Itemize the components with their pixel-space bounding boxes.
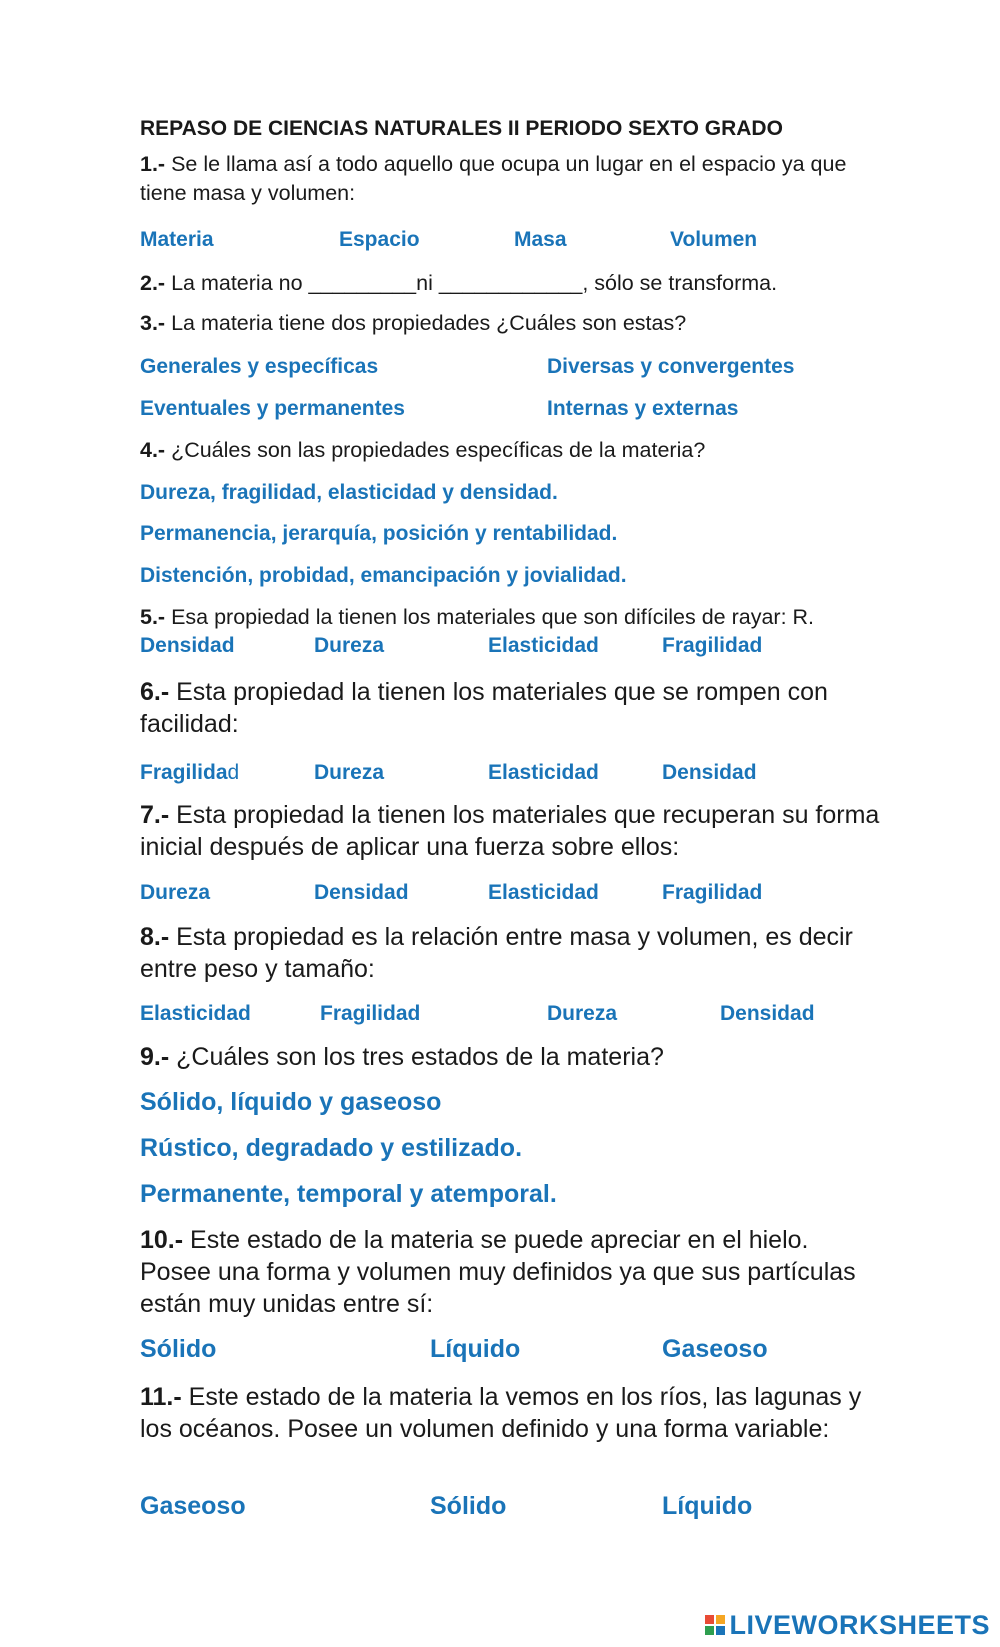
option-dureza[interactable]: Dureza <box>314 761 385 784</box>
option-dureza[interactable]: Dureza <box>314 634 385 657</box>
option-gaseoso[interactable]: Gaseoso <box>662 1335 768 1363</box>
question-11 <box>140 1381 880 1445</box>
question-text: Esta propiedad la tienen los materiales que se rompen con facilidad: <box>140 678 828 738</box>
option-fragilidad[interactable]: Fragilidad <box>662 881 763 904</box>
option-densidad[interactable]: Densidad <box>720 1002 815 1025</box>
option-gaseoso[interactable]: Gaseoso <box>140 1492 246 1520</box>
option-text-tail: d <box>227 761 240 784</box>
question-4 <box>140 436 880 465</box>
option-densidad[interactable]: Densidad <box>140 634 235 657</box>
question-number: 8.- <box>140 923 170 951</box>
option-liquido[interactable]: Líquido <box>662 1492 753 1520</box>
question-number: 3.- <box>140 311 166 335</box>
question-3 <box>140 309 880 338</box>
question-text: La materia no _________ni ____________, sólo se transforma. <box>165 271 778 295</box>
question-text: Esta propiedad la tienen los materiales que recuperan su forma inicial después de aplicar una fuerza sobre ellos: <box>140 801 880 861</box>
liveworksheets-logo[interactable] <box>705 1610 990 1640</box>
logo-text: LIVEWORKSHEETS <box>729 1609 990 1640</box>
option-dureza[interactable]: Dureza <box>547 1002 618 1025</box>
question-text: Esa propiedad la tienen los materiales que son difíciles de rayar: R. <box>165 605 815 629</box>
question-9 <box>140 1041 880 1073</box>
option-rustico[interactable]: Rústico, degradado y estilizado. <box>140 1134 523 1162</box>
option-solido[interactable]: Sólido <box>140 1335 217 1363</box>
question-number: 10.- <box>140 1226 184 1254</box>
question-number: 5.- <box>140 605 166 629</box>
question-1 <box>140 150 880 208</box>
question-6 <box>140 676 880 740</box>
option-eventuales[interactable]: Eventuales y permanentes <box>140 397 405 420</box>
question-text: ¿Cuáles son los tres estados de la materia? <box>169 1043 664 1071</box>
option-diversas[interactable]: Diversas y convergentes <box>547 355 795 378</box>
option-espacio[interactable]: Espacio <box>339 228 420 251</box>
option-fragilidad[interactable] <box>140 761 239 785</box>
option-materia[interactable]: Materia <box>140 228 214 251</box>
option-densidad[interactable]: Densidad <box>314 881 409 904</box>
option-distencion[interactable]: Distención, probidad, emancipación y jovialidad. <box>140 564 627 587</box>
option-text: Fragilida <box>140 761 228 784</box>
option-elasticidad[interactable]: Elasticidad <box>488 761 599 784</box>
question-2 <box>140 269 880 298</box>
option-solido-liquido-gaseoso[interactable]: Sólido, líquido y gaseoso <box>140 1088 442 1116</box>
option-dureza-fragilidad[interactable]: Dureza, fragilidad, elasticidad y densidad. <box>140 481 558 504</box>
question-number: 2.- <box>140 271 166 295</box>
question-text: La materia tiene dos propiedades ¿Cuáles son estas? <box>165 311 687 335</box>
option-internas[interactable]: Internas y externas <box>547 397 739 420</box>
option-elasticidad[interactable]: Elasticidad <box>488 881 599 904</box>
question-text: Este estado de la materia la vemos en los ríos, las lagunas y los océanos. Posee un volumen definido y una forma variable: <box>140 1383 862 1443</box>
option-densidad[interactable]: Densidad <box>662 761 757 784</box>
option-volumen[interactable]: Volumen <box>670 228 758 251</box>
question-text: Este estado de la materia se puede apreciar en el hielo. Posee una forma y volumen muy definidos ya que sus partículas están muy unidas entre sí: <box>140 1226 856 1318</box>
option-solido[interactable]: Sólido <box>430 1492 507 1520</box>
question-number: 7.- <box>140 801 170 829</box>
question-text: Se le llama así a todo aquello que ocupa un lugar en el espacio ya que tiene masa y volumen: <box>140 152 847 205</box>
question-number: 11.- <box>140 1383 182 1411</box>
option-fragilidad[interactable]: Fragilidad <box>662 634 763 657</box>
question-number: 9.- <box>140 1043 170 1071</box>
option-permanente[interactable]: Permanente, temporal y atemporal. <box>140 1180 557 1208</box>
option-masa[interactable]: Masa <box>514 228 567 251</box>
option-fragilidad[interactable]: Fragilidad <box>320 1002 421 1025</box>
question-7 <box>140 799 880 863</box>
option-dureza[interactable]: Dureza <box>140 881 211 904</box>
question-number: 1.- <box>140 152 166 176</box>
option-elasticidad[interactable]: Elasticidad <box>488 634 599 657</box>
option-liquido[interactable]: Líquido <box>430 1335 521 1363</box>
question-8 <box>140 921 880 985</box>
option-permanencia[interactable]: Permanencia, jerarquía, posición y rentabilidad. <box>140 522 618 545</box>
question-10 <box>140 1224 880 1320</box>
page-title: REPASO DE CIENCIAS NATURALES II PERIODO SEXTO GRADO <box>140 117 783 140</box>
liveworksheets-blocks-icon <box>705 1615 725 1635</box>
question-5 <box>140 603 940 632</box>
question-number: 6.- <box>140 678 170 706</box>
question-text: Esta propiedad es la relación entre masa y volumen, es decir entre peso y tamaño: <box>140 923 853 983</box>
option-generales[interactable]: Generales y específicas <box>140 355 379 378</box>
option-elasticidad[interactable]: Elasticidad <box>140 1002 251 1025</box>
question-number: 4.- <box>140 438 166 462</box>
question-text: ¿Cuáles son las propiedades específicas de la materia? <box>165 438 706 462</box>
